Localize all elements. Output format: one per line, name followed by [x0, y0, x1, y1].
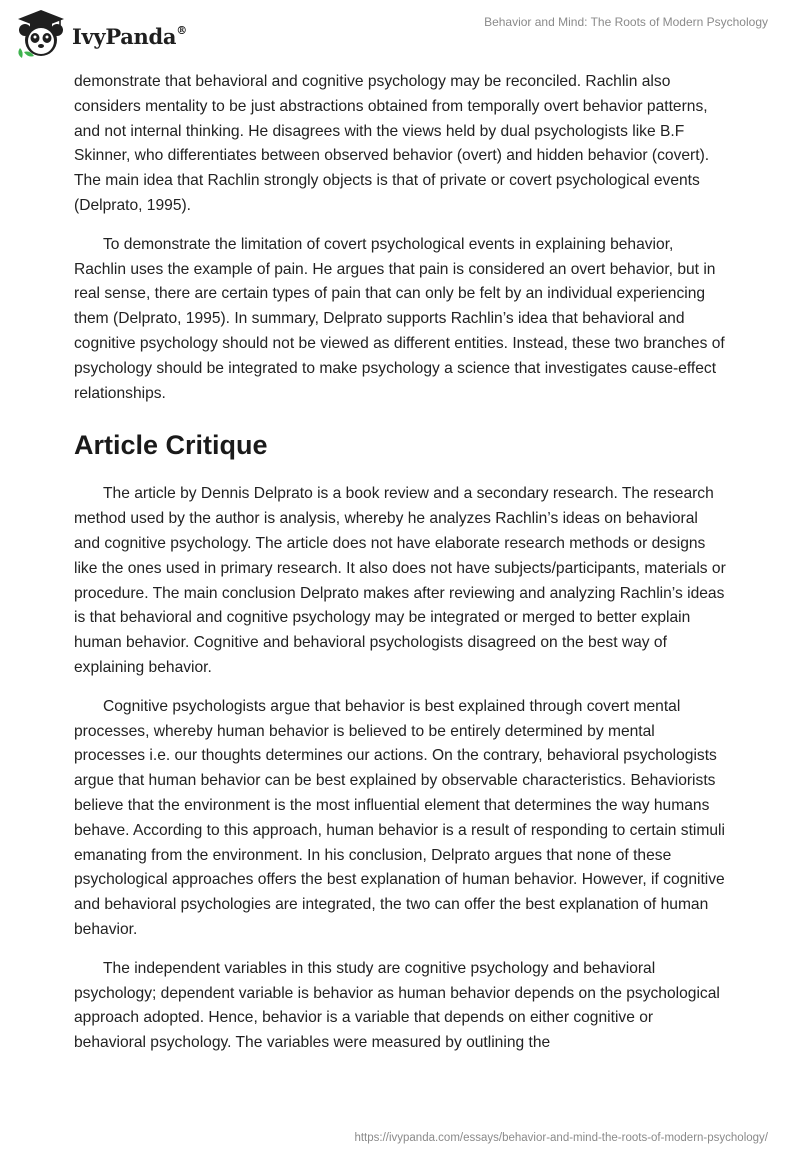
registered-mark: ®	[176, 23, 187, 37]
document-title: Behavior and Mind: The Roots of Modern Psychology	[484, 15, 768, 29]
section-heading: Article Critique	[74, 430, 268, 461]
logo-text: IvyPanda®	[72, 23, 187, 49]
paragraph-5: The independent variables in this study are cognitive psychology and behavioral psychology; dependent variable is behavior as human behavior depends on the psychological approach adopted. Hence, behavior is a variable that depends on either cognitive or behavioral psychology. The variables were measured by outlining the	[74, 959, 720, 1052]
ivypanda-logo[interactable]	[14, 8, 187, 60]
paragraph-2: To demonstrate the limitation of covert psychological events in explaining behavior, Rachlin uses the example of pain. He argues that pain is considered an overt behavior, but in real sense, there are certain types of pain that can only be felt by an individual experiencing them (Delprato, 1995). In summary, Delprato supports Rachlin’s idea that behavioral and cognitive psychology should not be viewed as different entities. Instead, these two branches of psychology should be integrated to make psychology a science that investigates cause-effect relationships.	[74, 235, 725, 402]
paragraph-3: The article by Dennis Delprato is a book review and a secondary research. The research method used by the author is analysis, whereby he analyzes Rachlin’s ideas on behavioral and cognitive psychology. The article does not have elaborate research methods or designs like the ones used in primary research. It also does not have subjects/participants, materials or procedure. The main conclusion Delprato makes after reviewing and analyzing Rachlin’s ideas is that behavioral and cognitive psychology may be integrated or merged to better explain human behavior. Cognitive and behavioral psychologists disagreed on the best way of explaining behavior.	[74, 485, 726, 676]
panda-graduate-icon	[14, 8, 68, 60]
page-header	[0, 0, 800, 70]
paragraph-4: Cognitive psychologists argue that behavior is best explained through covert mental processes, whereby human behavior is believed to be entirely determined by mental processes i.e. our thoughts determines our actions. On the contrary, behavioral psychologists argue that human behavior can be best explained by observable characteristics. Behaviorists believe that the environment is the most influential element that determines the way humans behave. According to this approach, human behavior is a result of responding to certain stimuli emanating from the environment. In his conclusion, Delprato argues that none of these psychological approaches offers the best explanation of human behavior. However, if cognitive and behavioral psychologies are integrated, the two can offer the best explanation of human behavior.	[74, 697, 725, 938]
article-body	[74, 70, 726, 1070]
source-url[interactable]: https://ivypanda.com/essays/behavior-and-mind-the-roots-of-modern-psychology/	[354, 1132, 768, 1144]
paragraph-1: demonstrate that behavioral and cognitive psychology may be reconciled. Rachlin also considers mentality to be just abstractions obtained from temporally overt behavior patterns, and not internal thinking. He disagrees with the views held by dual psychologists like B.F Skinner, who differentiates between observed behavior (overt) and hidden behavior (covert). The main idea that Rachlin strongly objects is that of private or covert psychological events (Delprato, 1995).	[74, 73, 710, 214]
